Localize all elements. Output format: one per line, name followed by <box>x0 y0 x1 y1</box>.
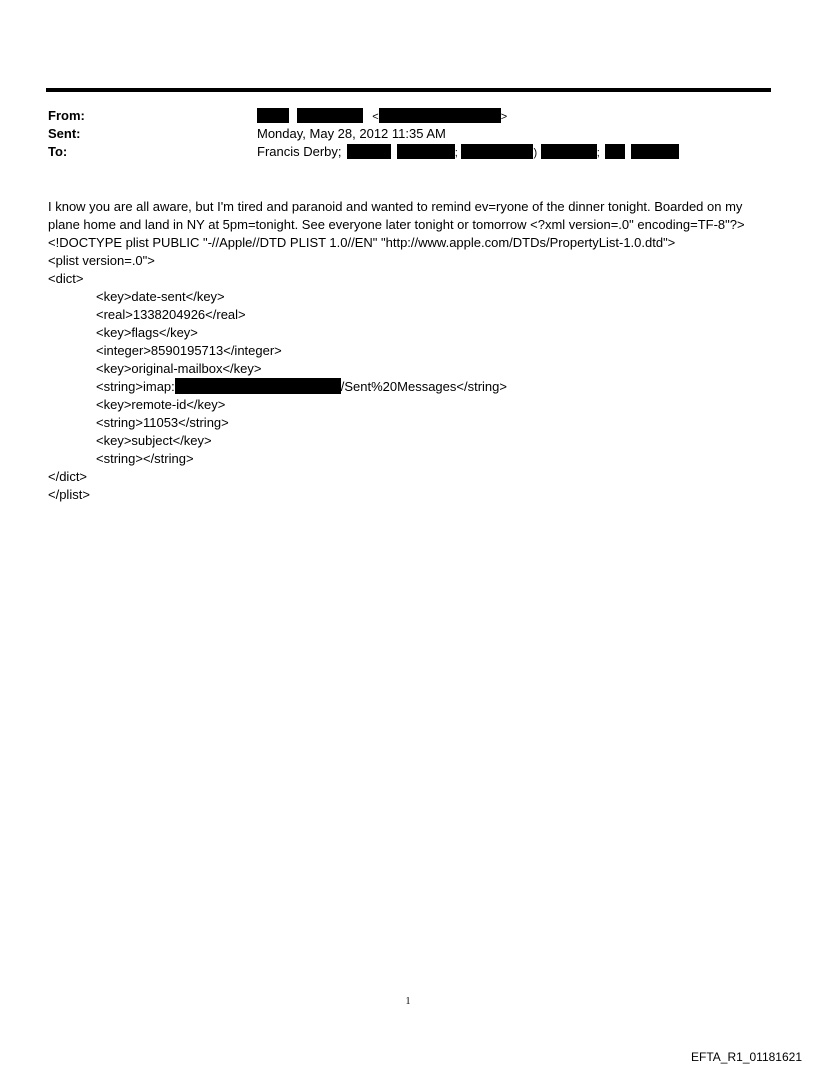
to-value <box>257 144 679 161</box>
plist-line: <integer>8590195713</integer> <box>96 343 282 358</box>
plist-line: <string></string> <box>96 451 194 466</box>
to-first-recipient: Francis Derby; <box>257 144 342 159</box>
from-label: From: <box>48 108 85 123</box>
plist-line: <key>flags</key> <box>96 325 198 340</box>
plist-line: <key>remote-id</key> <box>96 397 226 412</box>
to-separator: ; <box>454 147 458 159</box>
to-separator: ; <box>596 147 600 159</box>
redaction-block <box>347 144 391 159</box>
sent-label: Sent: <box>48 126 81 141</box>
redaction-block <box>379 108 501 123</box>
redaction-block <box>257 108 289 123</box>
to-separator: ) <box>533 147 538 159</box>
plist-line-imap <box>48 378 773 396</box>
redaction-block <box>605 144 625 159</box>
message-body <box>48 198 773 504</box>
sent-value: Monday, May 28, 2012 11:35 AM <box>257 126 446 141</box>
message-paragraph: I know you are all aware, but I'm tired and paranoid and wanted to remind ev=ryone of the dinner tonight. Boarded on my plane home and land in NY at 5pm=tonight. See everyone later tonight or tomorrow <?xml version=.0" encoding=TF-8"?> <!DOCTYPE plist PUBLIC "-//Apple//DTD PLIST 1.0//EN" "http://www.apple.com/DTDs/PropertyList-1.0.dtd"> <box>48 199 745 250</box>
dict-open-tag: <dict> <box>48 271 84 286</box>
plist-line: <key>original-mailbox</key> <box>96 361 262 376</box>
imap-suffix: /Sent%20Messages</string> <box>340 379 507 394</box>
redaction-block <box>297 108 363 123</box>
from-value <box>257 108 507 125</box>
from-open-bracket: < <box>372 111 379 123</box>
dict-close-tag: </dict> <box>48 469 88 484</box>
redaction-block <box>175 378 341 394</box>
plist-line: <real>1338204926</real> <box>96 307 246 322</box>
plist-open-tag: <plist version=.0"> <box>48 253 155 268</box>
page-number: 1 <box>405 996 411 1007</box>
from-close-bracket: > <box>500 111 508 123</box>
header-divider <box>46 88 771 92</box>
plist-close-tag: </plist> <box>48 487 90 502</box>
redaction-block <box>541 144 597 159</box>
plist-line: <string>11053</string> <box>96 415 229 430</box>
to-label: To: <box>48 144 68 159</box>
document-id: EFTA_R1_01181621 <box>691 1050 802 1064</box>
redaction-block <box>397 144 455 159</box>
redaction-block <box>631 144 679 159</box>
imap-prefix: <string>imap: <box>96 379 175 394</box>
plist-line: <key>date-sent</key> <box>96 289 225 304</box>
redaction-block <box>461 144 533 159</box>
plist-line: <key>subject</key> <box>96 433 212 448</box>
